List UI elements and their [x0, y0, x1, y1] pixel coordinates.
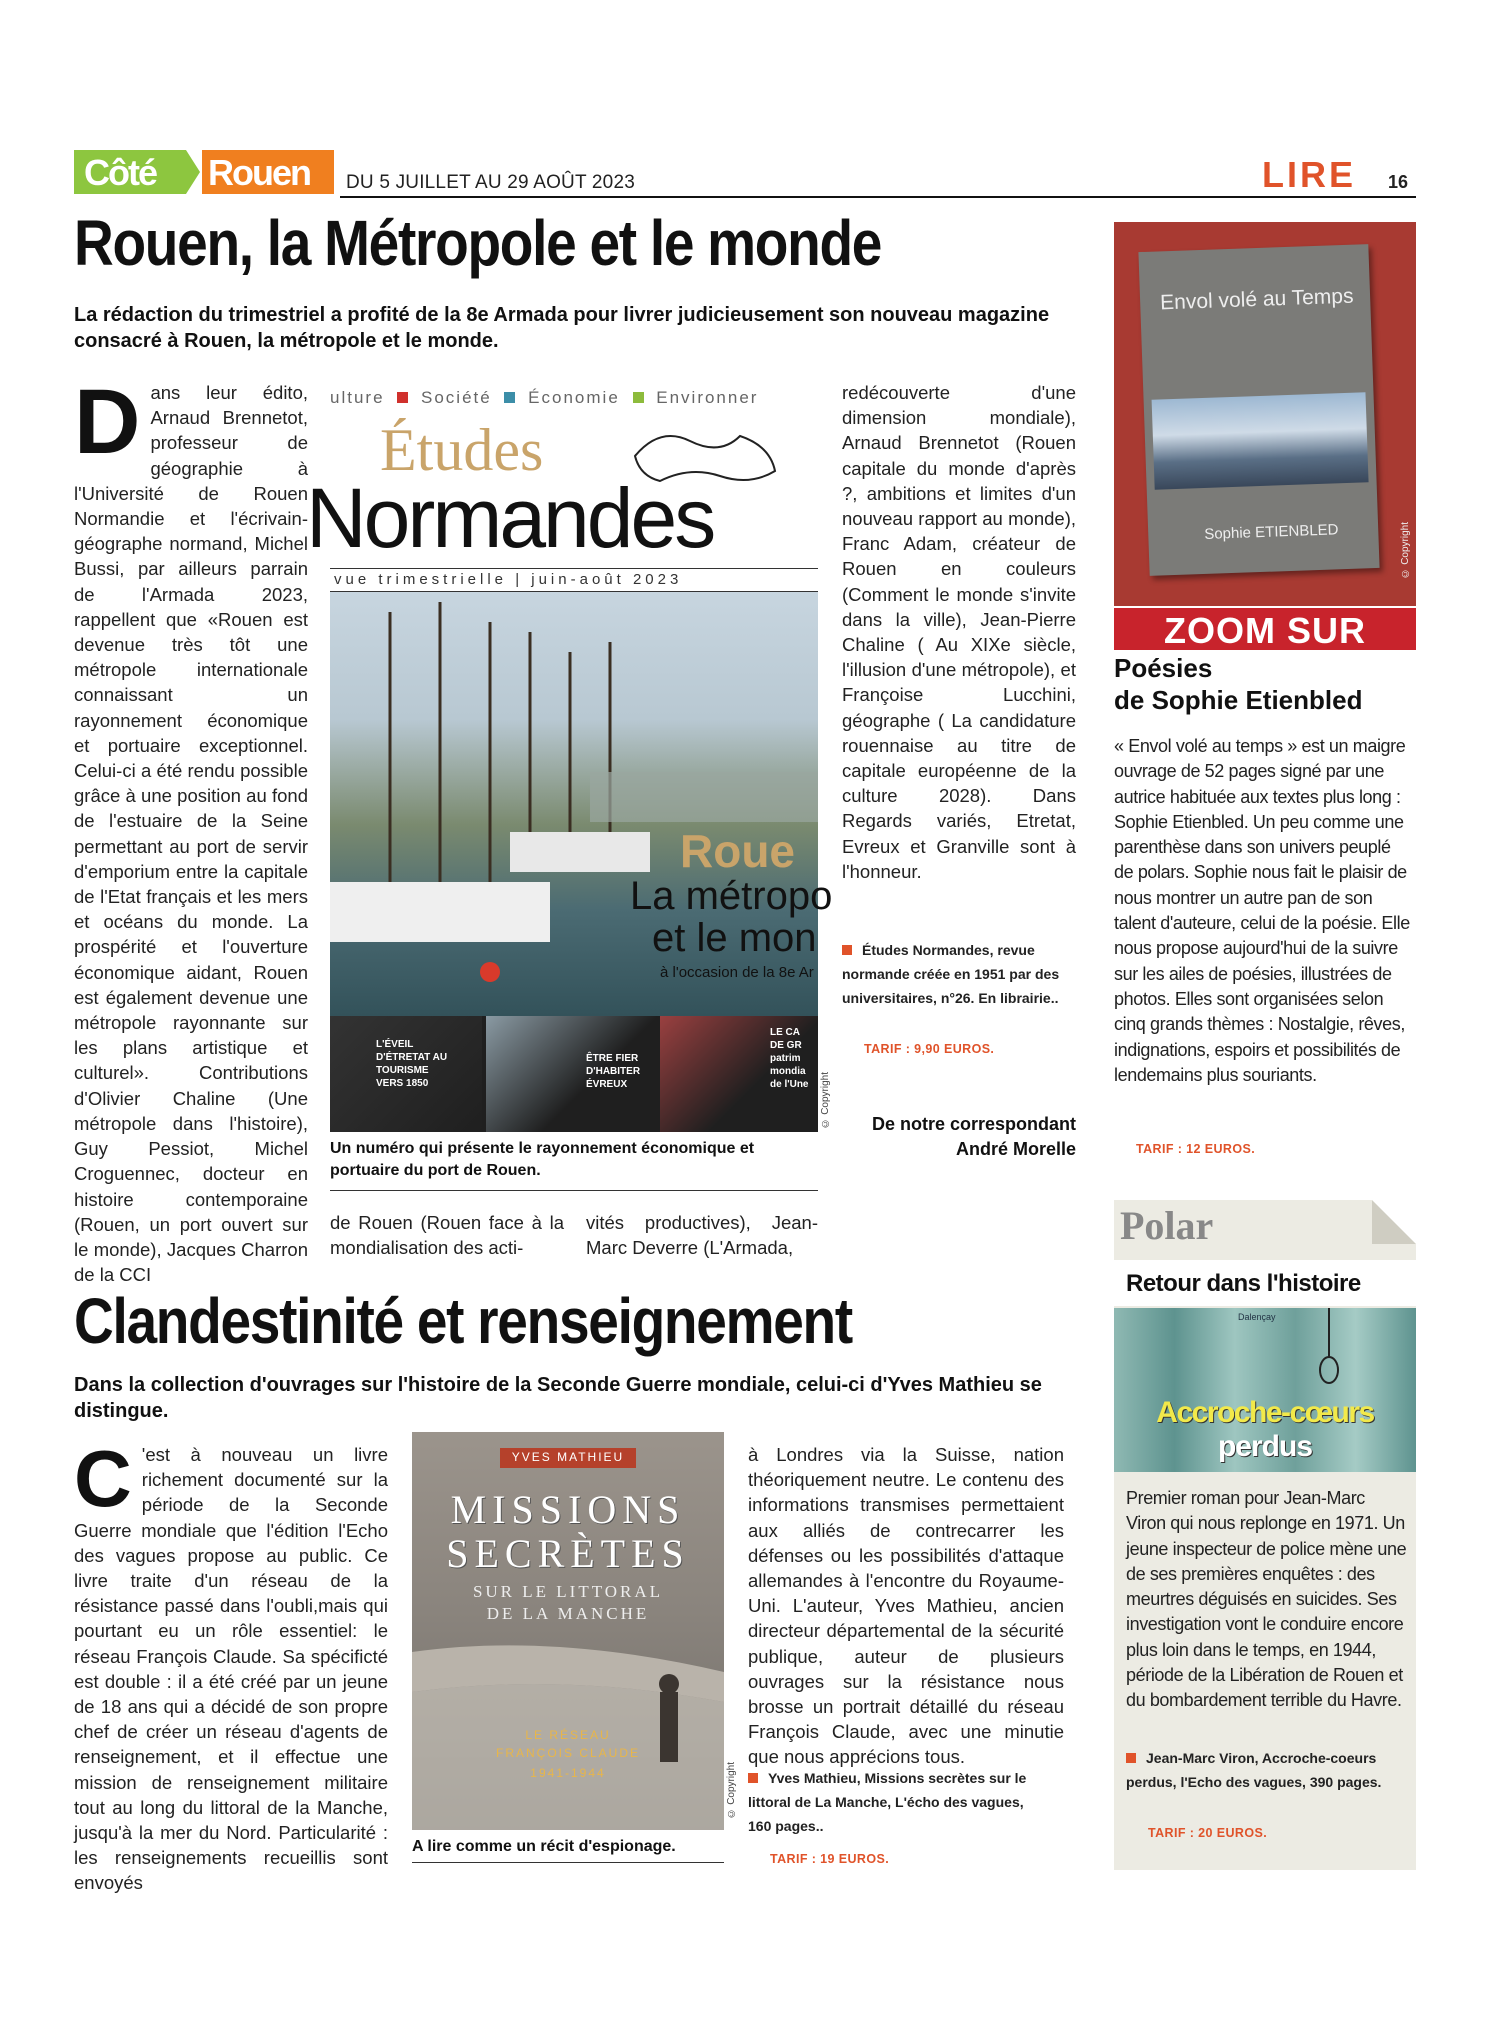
- article1-title: Rouen, la Métropole et le monde: [74, 207, 882, 279]
- normandy-map-icon: [630, 416, 780, 496]
- polar-info: [1126, 1746, 1396, 1794]
- article2-info: [748, 1766, 1048, 1838]
- cover-thumb-3: [660, 1016, 818, 1132]
- bullet-square-icon: [1126, 1753, 1136, 1763]
- cover-photo: [330, 592, 833, 1016]
- cover-title-normandes: Normandes: [306, 471, 714, 565]
- polar-text: [1126, 1486, 1408, 1714]
- polar-label: Polar: [1120, 1203, 1214, 1248]
- zoom-title-line-1: Poésies: [1114, 653, 1213, 683]
- article1-byline: [842, 1112, 1076, 1162]
- article2-title: Clandestinité et renseignement: [74, 1285, 852, 1357]
- cover1-copyright: © Copyright: [820, 1072, 831, 1129]
- polar-box: [1114, 1200, 1416, 1870]
- brand-rouen: [202, 150, 334, 194]
- article2-col3-text: à Londres via la Suisse, nation théoriquement neutre. Le contenu des informations transmises permettaient aux alliés de contrecarrer les défenses ou les possibilités d'attaque allemandes à l'encontre du Royaume-Uni. L'auteur, Yves Mathieu, ancien directeur départemental de la sécurité publique, auteur de plusieurs ouvrages sur la résistance nous brosse un portrait détaillé du réseau François Claude, avec une minutie que nous apprécions tous.: [748, 1444, 1064, 1768]
- brand-cote-text: Côté: [84, 152, 156, 193]
- polar-fold-icon: [1372, 1200, 1416, 1244]
- article2-col1-text: 'est à nouveau un livre richement documenté sur la période de la Seconde Guerre mondiale que l'édition l'Echo des vagues propose au public. Ce livre traite d'un réseau de la résistance passé dans l'oubli,mais qui pourtant eu un rôle essentiel: le réseau François Claude. Sa spécificté est double : il a été créé par un jeune de 18 ans qui a décidé de son propre chef de créer un réseau d'agents de renseignement, et il effectue une mission de renseignement militaire tout au long du littoral de la Manche, jusqu'à la mer du Nord. Particularité : les renseignements recueillis sont envoyés: [74, 1444, 388, 1894]
- cover2-title-1: MISSIONS: [450, 1487, 686, 1532]
- cover2-network-1: LE RÉSEAU: [525, 1728, 611, 1742]
- article1-col3-bottom-text: vités productives), Jean-Marc Deverre (L'Armada,: [586, 1212, 818, 1259]
- zoom-book-cover: [1138, 244, 1379, 576]
- zoom-banner: [1114, 608, 1416, 650]
- cover2-years: 1941-1944: [530, 1766, 606, 1780]
- article2-caption: [412, 1836, 724, 1863]
- cover-subtitle: vue trimestrielle | juin-août 2023: [334, 571, 683, 588]
- missions-secretes-cover: [412, 1432, 724, 1830]
- topic-square-icon: [397, 392, 408, 403]
- article1-dropcap: D: [74, 371, 141, 473]
- bullet-square-icon: [842, 945, 852, 955]
- cover-topic: Société: [421, 388, 492, 407]
- cover-topic: Environner: [656, 388, 759, 407]
- cover-headline-4: à l'occasion de la 8e Ar: [660, 964, 814, 981]
- cover2-author: YVES MATHIEU: [511, 1450, 625, 1464]
- polar-book-cover: [1114, 1308, 1416, 1472]
- cover2-network-2: FRANÇOIS CLAUDE: [495, 1746, 641, 1760]
- section-label: LIRE: [1262, 154, 1357, 195]
- article2-caption-text: A lire comme un récit d'espionage.: [412, 1838, 676, 1855]
- cover-thumb-2: [486, 1016, 656, 1132]
- brand-rouen-text: Rouen: [208, 152, 310, 193]
- cover2-sub-2: DE LA MANCHE: [486, 1604, 650, 1623]
- cover-headline-1: Roue: [680, 825, 795, 877]
- zoom-book-photo: [1114, 222, 1416, 606]
- page-number: 16: [1388, 172, 1409, 192]
- brand-arrow: [186, 150, 200, 194]
- bullet-square-icon: [748, 1773, 758, 1783]
- polar-cover-title-2: perdus: [1217, 1430, 1313, 1463]
- article1-lede-text: La rédaction du trimestriel a profité de la 8e Armada pour livrer judicieusement son nouveau magazine consacré à Rouen, la métropole et le monde.: [74, 304, 1050, 352]
- zoom-title: [1114, 652, 1362, 716]
- polar-info-text: Jean-Marc Viron, Accroche-coeurs perdus, l'Echo des vagues, 390 pages.: [1126, 1750, 1382, 1790]
- article2-info-text: Yves Mathieu, Missions secrètes sur le littoral de La Manche, L'écho des vagues, 160 pages..: [748, 1770, 1027, 1834]
- polar-title: Retour dans l'histoire: [1126, 1270, 1361, 1297]
- article1-col1-text: ans leur édito, Arnaud Brennetot, professeur de géographie à l'Université de Rouen Normandie et l'écrivain-géographe normand, Michel Bussi, par ailleurs parrain de l'Armada 2023, rappellent que «Rouen est devenue très tôt une métropole internationale connaissant un rayonnement économique et portuaire exceptionnel. Celui-ci a été rendu possible grâce à une position au fond de l'estuaire de la Seine permettant au port de servir d'emporium entre la capitale de l'Etat français et les mers et océans du monde. La prospérité et l'ouverture économique aidant, Rouen est également devenue une métropole rayonnante sur les plans artistique et culturel». Contributions d'Olivier Chaline (Une métropole dans l'histoire), Guy Pessiot, Michel Croguennec, docteur en histoire contemporaine (Rouen, un port ouvert sur le monde), Jacques Charron de la CCI: [74, 382, 308, 1286]
- article1-col2-text: de Rouen (Rouen face à la mondialisation des acti-: [330, 1212, 564, 1259]
- cover-thumbs: [330, 1016, 818, 1132]
- cover-topics: [330, 388, 818, 408]
- zoom-title-line-2: de Sophie Etienbled: [1114, 685, 1363, 715]
- article2-dropcap: C: [74, 1434, 132, 1523]
- zoom-text-body: « Envol volé au temps » est un maigre ouvrage de 52 pages signé par une autrice habituée aux textes plus long : Sophie Etienbled. Un peu comme une parenthèse dans son univers peuplé de polars. Sophie nous fait le plaisir de nous montrer un autre pan de son talent d'auteure, celui de la poésie. Elle nous propose aujourd'hui de la suivre sur les ailes de poésies, illustrées de photos. Elles sont organisées selon cinq grands thèmes : Nostalgie, rêves, indignations, espoirs et possibilités de lendemains plus souriants.: [1114, 736, 1410, 1085]
- article1-column-3: [842, 380, 1076, 884]
- cover-subtitle-bar: [330, 568, 818, 592]
- article1-info-text: Études Normandes, revue normande créée en 1951 par des universitaires, n°26. En librairie..: [842, 942, 1060, 1006]
- issue-dates: DU 5 JUILLET AU 29 AOÛT 2023: [346, 172, 635, 193]
- polar-cover-title-1: Accroche-cœurs: [1156, 1396, 1374, 1429]
- zoom-text: [1114, 734, 1414, 1088]
- article2-lede-text: Dans la collection d'ouvrages sur l'histoire de la Seconde Guerre mondiale, celui-ci d'Yves Mathieu se distingue.: [74, 1374, 1042, 1422]
- polar-title-band: [1114, 1260, 1416, 1306]
- article1-info: [842, 938, 1076, 1010]
- masthead: [74, 150, 1416, 200]
- cover-thumb-1: [330, 1016, 482, 1132]
- article1-tarif: TARIF : 9,90 EUROS.: [864, 1042, 995, 1056]
- zoom-book-author: Sophie ETIENBLED: [1204, 521, 1339, 543]
- topic-square-icon: [504, 392, 515, 403]
- polar-cover-small: Dalençay: [1238, 1312, 1276, 1322]
- article1-column-1: [74, 371, 308, 1286]
- article2-column-1: [74, 1434, 388, 1896]
- article2-tarif: TARIF : 19 EUROS.: [770, 1852, 890, 1866]
- cover-topic: ulture: [330, 388, 385, 407]
- article1-caption-text: Un numéro qui présente le rayonnement économique et portuaire du port de Rouen.: [330, 1140, 755, 1179]
- cover-thumb-3-text: LE CA DE GR patrim mondia de l'Une: [770, 1027, 809, 1090]
- zoom-banner-text: ZOOM SUR: [1164, 610, 1366, 651]
- zoom-copyright: © Copyright: [1400, 522, 1411, 579]
- zoom-book-title: Envol volé au Temps: [1159, 284, 1354, 315]
- cover-headline-3: et le mon: [652, 916, 817, 960]
- noose-icon: [1304, 1308, 1354, 1388]
- cover-title-etudes: Études: [380, 417, 544, 483]
- article1-column-3-bottom: [586, 1210, 818, 1260]
- article1-caption: [330, 1138, 818, 1191]
- zoom-tarif: TARIF : 12 EUROS.: [1136, 1142, 1256, 1156]
- topic-square-icon: [633, 392, 644, 403]
- cover-thumb-2-text: ÊTRE FIER D'HABITER ÉVREUX: [586, 1053, 641, 1090]
- cover2-title-2: SECRÈTES: [446, 1531, 690, 1576]
- article2-column-3: [748, 1442, 1064, 1770]
- polar-text-body: Premier roman pour Jean-Marc Viron qui nous replonge en 1971. Un jeune inspecteur de police mène une de ses premières enquêtes : des meurtres déguisés en suicides. Ses investigation vont le conduire encore plus loin dans le temps, en 1944, période de la Libération de Rouen et du bombardement terrible du Havre.: [1126, 1488, 1407, 1711]
- article2-lede: [74, 1372, 1080, 1424]
- cover2-sub-1: SUR LE LITTORAL: [472, 1582, 664, 1601]
- polar-tarif: TARIF : 20 EUROS.: [1148, 1826, 1268, 1840]
- cover-topic: Économie: [528, 388, 620, 407]
- article1-column-2-bottom: [330, 1210, 564, 1260]
- header-rule: [340, 196, 1416, 198]
- article1-lede: [74, 302, 1080, 354]
- cover-headline-2: La métropo: [630, 874, 833, 918]
- byline-line-1: De notre correspondant: [871, 1114, 1076, 1134]
- zoom-book-mountain-photo: [1152, 392, 1369, 489]
- cover-thumb-1-text: L'ÉVEIL D'ÉTRETAT AU TOURISME VERS 1850: [376, 1039, 448, 1089]
- byline-line-2: André Morelle: [955, 1139, 1076, 1159]
- cover2-copyright: © Copyright: [726, 1762, 737, 1819]
- article1-col3-text: redécouverte d'une dimension mondiale), Arnaud Brennetot (Rouen capitale du monde d'après ?, ambitions et limites d'un nouveau rapport au monde), Franc Adam, créateur de Rouen en couleurs (Comment le monde s'invite dans la ville), Jean-Pierre Chaline ( Au XIXe siècle, l'illusion d'une métropole), et Françoise Lucchini, géographe ( La candidature rouennaise au titre de capitale européenne de la culture 2028). Dans Regards variés, Etretat, Evreux et Granville sont à l'honneur.: [842, 382, 1076, 882]
- cover2-author-band: [500, 1448, 636, 1468]
- brand-cote: [74, 150, 186, 194]
